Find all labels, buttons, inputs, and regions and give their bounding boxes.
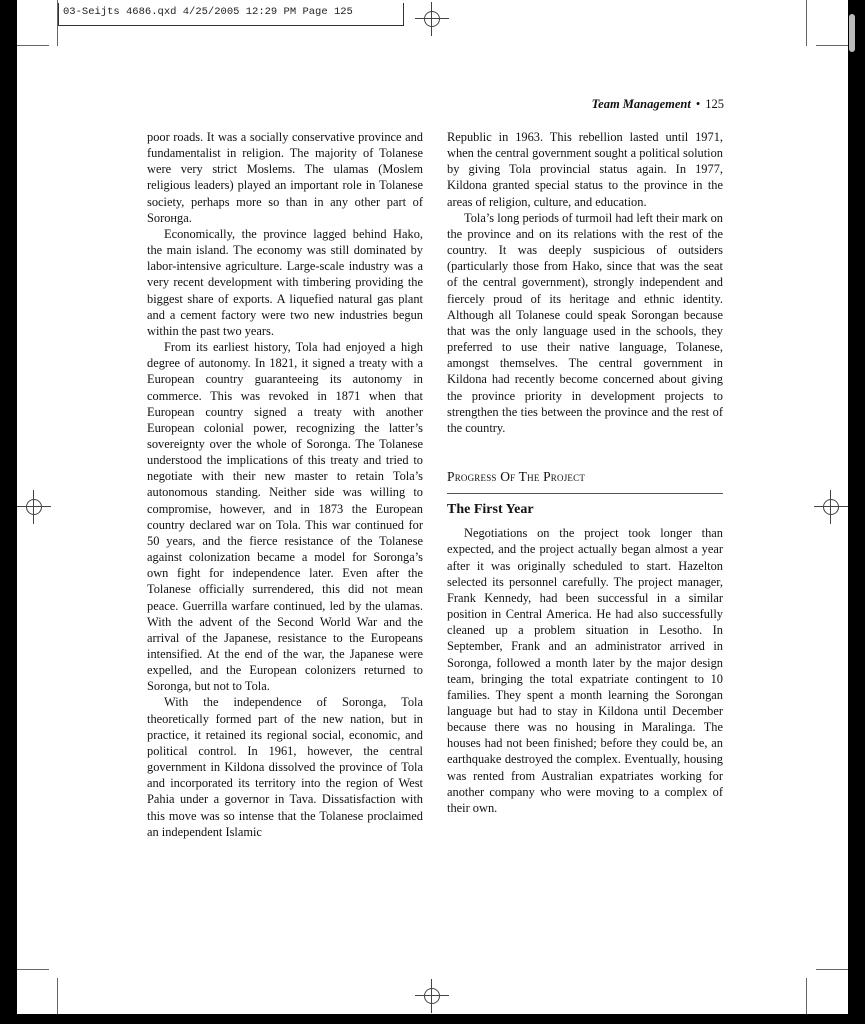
paragraph: Tola’s long periods of turmoil had left their mark on the province and on its relations with the rest of the country. It was deeply suspicious of outsiders (particularly those from Hako, since that was the seat of the central government), strongly independent and fiercely proud of its heritage and ethnic identity. Although all Tolanese could speak Sorongan because that was the only language used in the schools, they preferred to use their native language, Tolanese, amongst themselves. The central government in Kildona had recently become concerned about giving the province priority in development projects to strengthen the ties between the province and the rest of the country. xyxy=(447,210,723,435)
paragraph: With the independence of Soronga, Tola theoretically formed part of the new nation, but in practice, it retained its regional social, economic, and political control. In 1961, however, the central government in Kildona dissolved the province of Tola and incorporated its territory into the region of West Pahia under a governor in Tava. Dissatisfaction with this move was so intense that the Tolanese proclaimed an independent Islamic xyxy=(147,695,423,839)
paragraph: poor roads. It was a socially conservative province and fundamentalist in religion. The majority of Tolanese were very strict Moslems. The ulamas (Moslem religious leaders) played an important role in Tolanese society, perhaps more so than in any other part of Sorонga. xyxy=(147,130,423,225)
paragraph: From its earliest history, Tola had enjoyed a high degree of autonomy. In 1821, it signed a treaty with a European country guaranteeing its autonomy in commerce. This was revoked in 1871 when that European country signed a treaty with another European colonial power, recognizing the latter’s sovereignty over the whole of Soronga. The Tolanese understood the implications of this treaty and tried to negotiate with their new master to retain Tola’s autonomous standing. Neither side was willing to compromise, however, and in 1873 the European country declared war on Tola. This war continued for 50 years, and the fierce resistance of the Tolanese against colonization became a model for Soronga’s own fight for independence later. Even after the Tolanese officially surrendered, this did not mean peace. Guerrilla warfare continued, led by the ulamas. With the advent of the Second World War and the arrival of the Japanese, resistance to the Europeans intensified. At the end of the war, the Japanese were expelled, and the European colonizers returned to Soronga, but not to Tola. xyxy=(147,340,423,694)
document-page xyxy=(17,0,848,1014)
crop-mark xyxy=(816,969,848,970)
scrollbar-thumb[interactable] xyxy=(849,14,855,52)
file-slug: 03-Seijts 4686.qxd 4/25/2005 12:29 PM Page 125 xyxy=(58,3,404,26)
page-number: 125 xyxy=(705,97,724,111)
running-head-title: Team Management xyxy=(591,97,691,111)
paragraph: Economically, the province lagged behind Hako, the main island. The economy was still dominated by labor-intensive agriculture. Large-scale industry was a very recent development with timbering providing the biggest share of exports. A liquefied natural gas plant and a cement factory were two new industries begun within the past two years. xyxy=(147,226,423,338)
running-head xyxy=(592,97,724,112)
crop-mark xyxy=(806,0,807,46)
crop-mark xyxy=(57,978,58,1014)
crop-mark xyxy=(17,45,49,46)
paragraph: Republic in 1963. This rebellion lasted until 1971, when the central government sought a political solution by giving Tola provincial status again. In 1977, Kildona granted special status to the province in the areas of religion, culture, and education. xyxy=(447,130,723,209)
registration-mark-icon xyxy=(415,2,449,36)
subheading: The First Year xyxy=(447,502,534,518)
crop-mark xyxy=(806,978,807,1014)
paragraph: Negotiations on the project took longer than expected, and the project actually began almost a year after it was originally scheduled to start. Hazelton selected its personnel carefully. The project manager, Frank Kennedy, had been successful in a similar position in Central America. He had also successfully cleaned up a problem situation in Lesotho. In September, Frank and an administrator arrived in Soronga, followed a month later by the major design team, bringing the total expatriate contingent to 10 families. They spent a month learning the Sorongan language but had to stay in Kildona until December because there was no housing in Maralinga. The houses had not been finished; before they could be, an earthquake destroyed the complex. Eventually, housing was rented from Australian expatriates working for another company who were moving to a complex of their own. xyxy=(447,526,723,815)
registration-mark-icon xyxy=(415,979,449,1013)
left-column xyxy=(147,129,423,840)
crop-mark xyxy=(816,45,848,46)
crop-mark xyxy=(17,969,49,970)
running-head-separator: • xyxy=(695,97,701,111)
right-column xyxy=(447,129,723,816)
registration-mark-icon xyxy=(17,490,51,524)
registration-mark-icon xyxy=(814,490,848,524)
section-heading: Progress Of The Project xyxy=(447,469,723,494)
